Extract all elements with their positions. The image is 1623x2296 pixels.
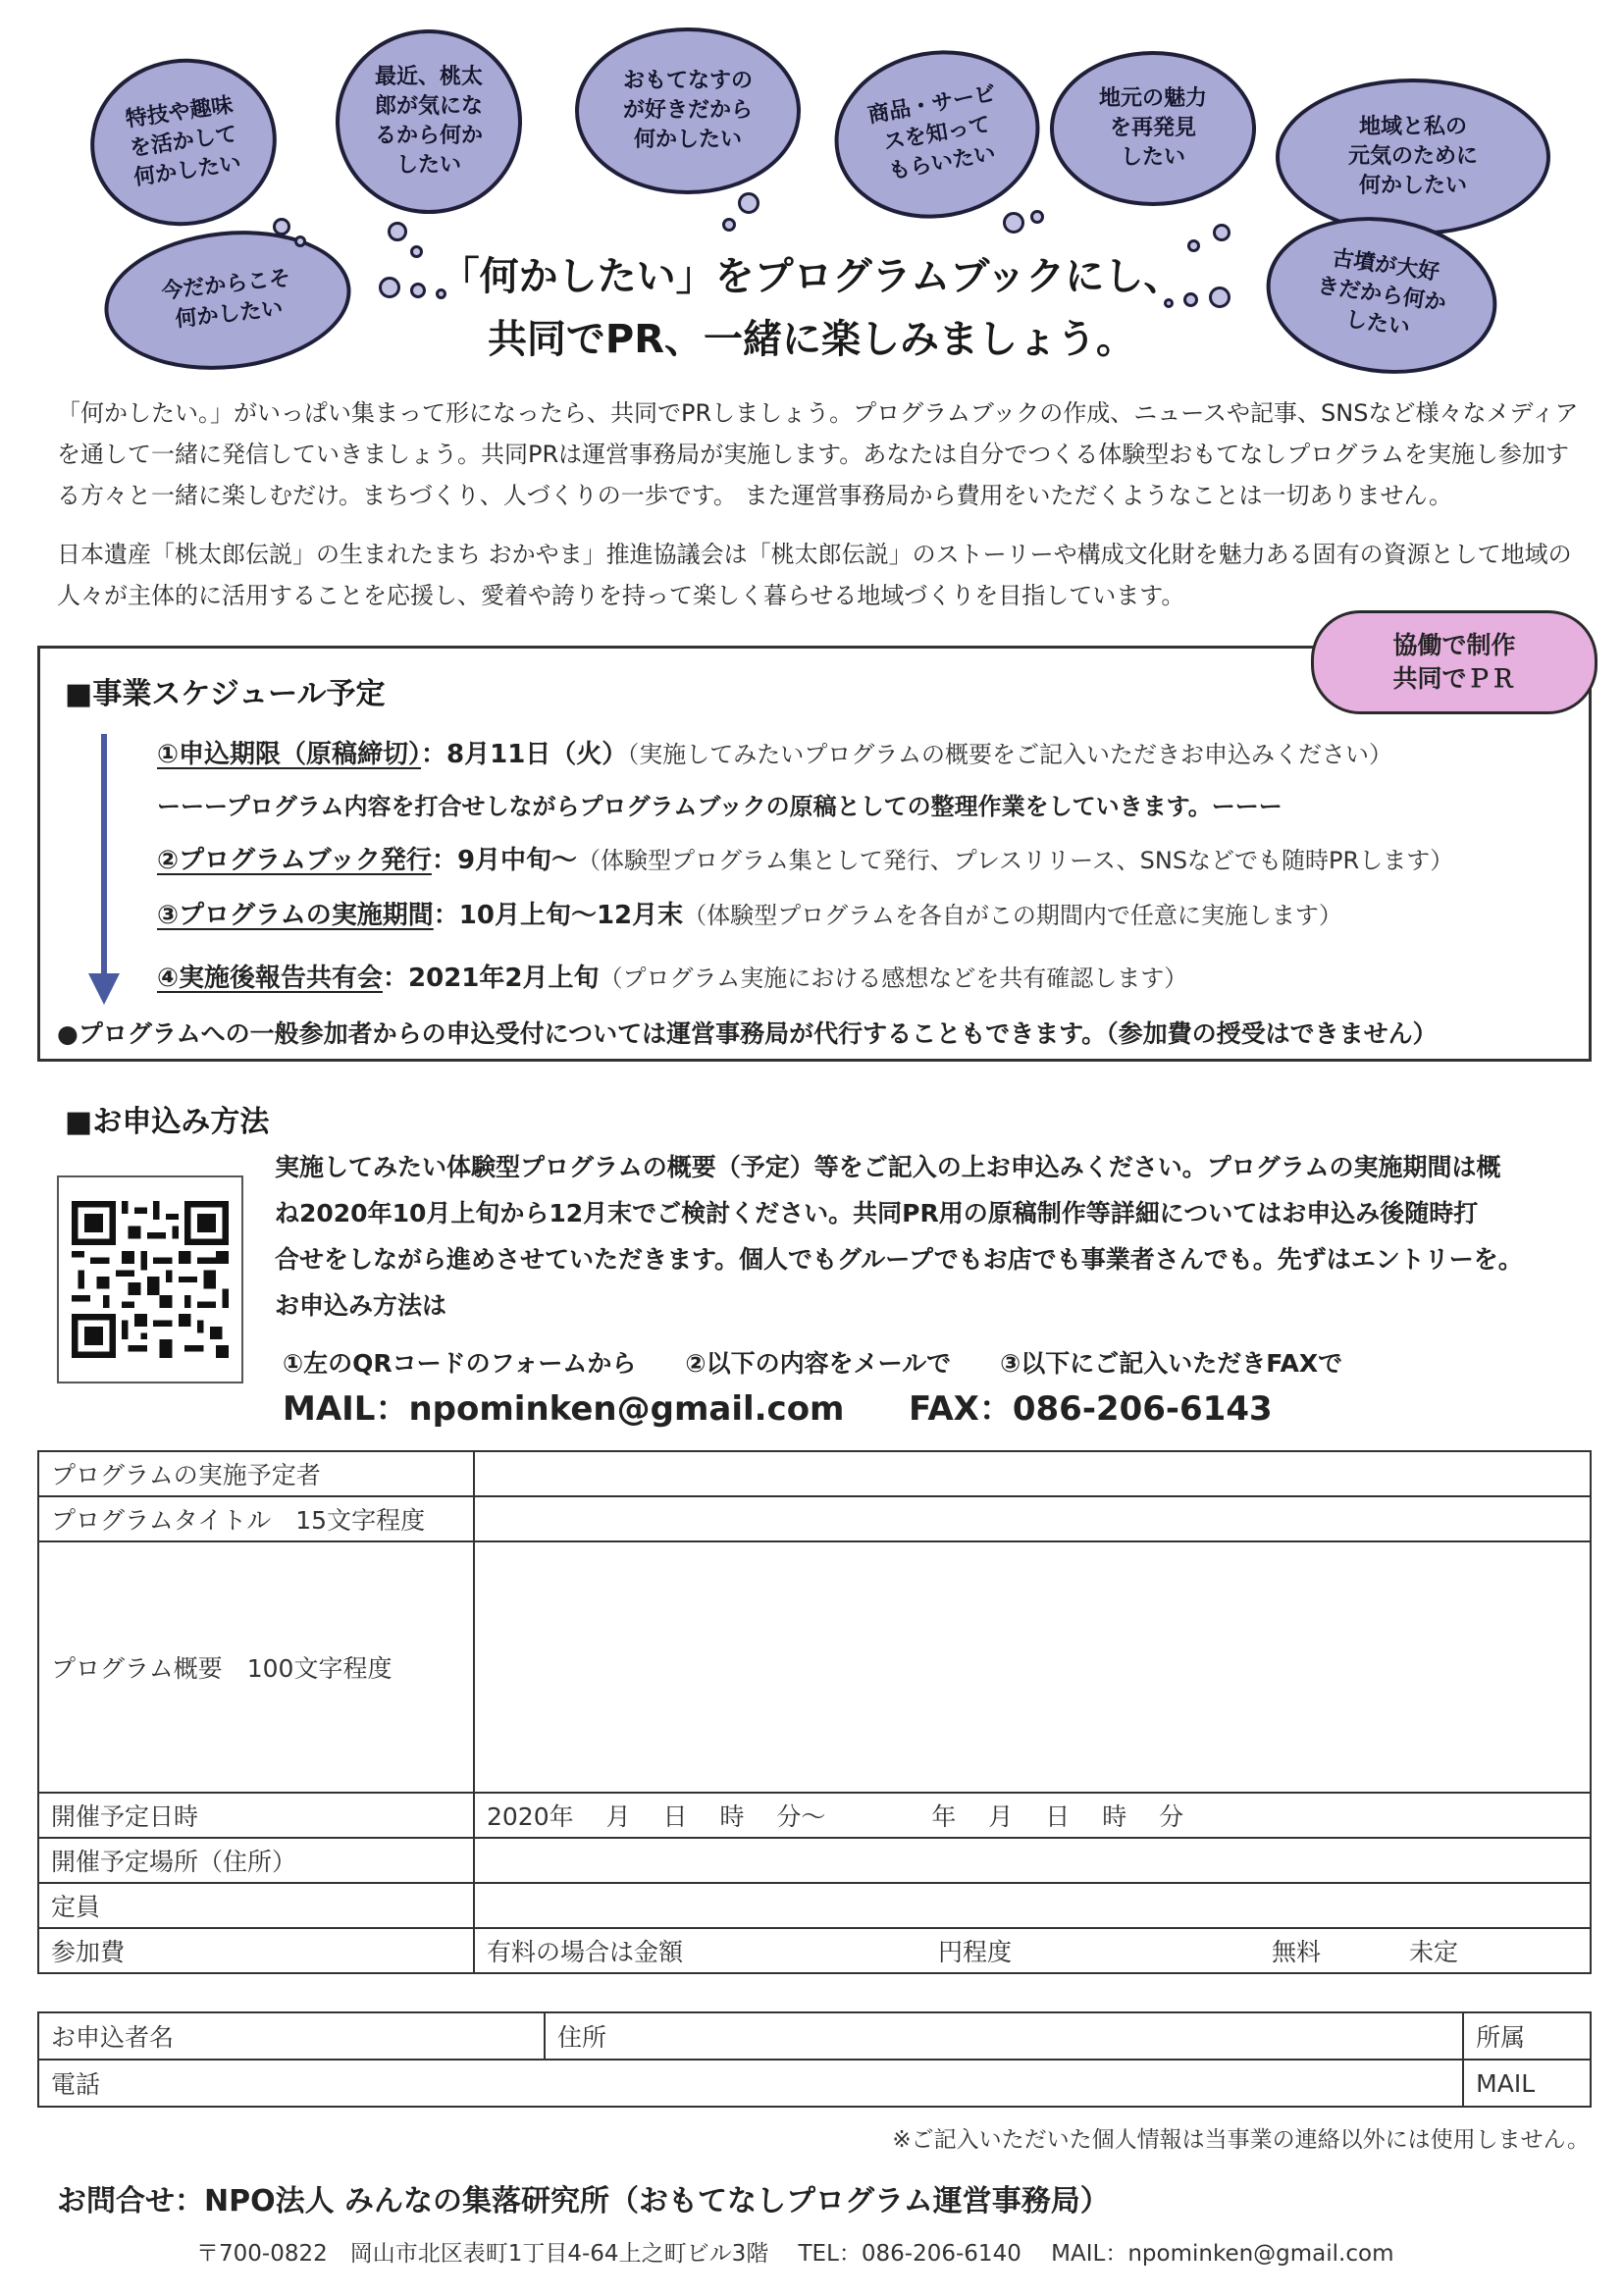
applicant-address-field[interactable]: 住所 (545, 2012, 1463, 2060)
schedule-item-1-note: （実施してみたいプログラムの概要をご記入いただきお申込みください） (627, 741, 1393, 768)
bubble-community: 地域と私の 元気のために 何かしたい (1276, 78, 1550, 235)
headline (393, 245, 1230, 371)
schedule-item-3 (157, 895, 1342, 931)
schedule-item-1 (157, 734, 1392, 770)
bubble-dot (1003, 212, 1024, 234)
form-row-venue (38, 1838, 1591, 1883)
schedule-item-2-label: ②プログラムブック発行 (157, 846, 432, 875)
applicant-name-field[interactable]: お申込者名 (38, 2012, 545, 2060)
fee-free-option[interactable]: 無料 (1272, 1938, 1322, 1966)
pr-badge-line-1: 協働で制作 (1392, 631, 1516, 659)
apply-description (275, 1144, 1523, 1329)
bubble-dot (1213, 224, 1230, 241)
qr-code-frame[interactable] (57, 1175, 243, 1383)
schedule-item-4-label: ④実施後報告共有会 (157, 964, 384, 993)
footer-contact: お問合せ：NPO法人 みんなの集落研究所（おもてなしプログラム運営事務局） (57, 2184, 1110, 2218)
form-label-organizer: プログラムの実施予定者 (38, 1451, 474, 1496)
form-label-capacity: 定員 (38, 1883, 474, 1928)
apply-methods: ①左のQRコードのフォームから ②以下の内容をメールで ③以下にご記入いただきFAXで (283, 1349, 1343, 1378)
form-row-datetime (38, 1793, 1591, 1838)
form-field-organizer[interactable] (474, 1451, 1591, 1496)
schedule-title: ■事業スケジュール予定 (65, 677, 386, 711)
qr-code-icon (72, 1196, 229, 1363)
bubble-dot (294, 235, 306, 247)
applicant-form (37, 2011, 1592, 2108)
form-row-fee (38, 1928, 1591, 1973)
fee-unit-label: 円程度 (938, 1938, 1013, 1966)
schedule-item-3-value: ：10月上旬〜12月末 (433, 901, 684, 930)
form-label-title: プログラムタイトル 15文字程度 (38, 1496, 474, 1541)
bubble-kofun: 古墳が大好 きだから何か したい (1256, 202, 1507, 388)
schedule-item-2-value: ：9月中旬〜 (431, 846, 578, 875)
schedule-item-2-note: （体験型プログラム集として発行、プレスリリース、SNSなどでも随時PRします） (577, 847, 1454, 874)
schedule-bottom-note: ●プログラムへの一般参加者からの申込受付については運営事務局が代行することもできます。（参加費の授受はできません） (57, 1019, 1438, 1048)
form-label-datetime: 開催予定日時 (38, 1793, 474, 1838)
apply-fax: FAX：086-206-6143 (909, 1389, 1273, 1429)
form-row-organizer (38, 1451, 1591, 1496)
applicant-mail-field[interactable]: MAIL (1463, 2060, 1591, 2107)
intro-paragraph-2: 日本遺産「桃太郎伝説」の生まれたまち おかやま」推進協議会は「桃太郎伝説」のストーリーや構成文化財を魅力ある固有の資源として地域の人々が主体的に活用することを応援し、愛着や誇りを持って楽しく暮らせる地域づくりを目指しています。 (57, 541, 1572, 609)
program-form (37, 1450, 1592, 1974)
form-field-fee[interactable] (474, 1928, 1591, 1973)
applicant-row-1 (38, 2012, 1591, 2060)
bubble-local-charm: 地元の魅力 を再発見 したい (1050, 51, 1256, 206)
bubble-dot (722, 218, 736, 232)
bubble-dot (738, 192, 759, 214)
apply-title: ■お申込み方法 (65, 1105, 270, 1139)
bubble-products: 商品・サービ スを知って もらいたい (821, 34, 1053, 235)
apply-line-1: 実施してみたい体験型プログラムの概要（予定）等をご記入の上お申込みください。プログラムの実施期間は概 (275, 1153, 1501, 1181)
form-label-summary: プログラム概要 100文字程度 (38, 1541, 474, 1793)
form-label-venue: 開催予定場所（住所） (38, 1838, 474, 1883)
apply-mail[interactable]: MAIL：npominken@gmail.com (283, 1389, 845, 1429)
schedule-item-3-note: （体験型プログラムを各自がこの期間内で任意に実施します） (683, 902, 1342, 929)
bubble-now: 今だからこそ 何かしたい (97, 219, 357, 382)
bubble-hospitality: おもてなすの が好きだから 何かしたい (575, 27, 801, 194)
form-label-fee: 参加費 (38, 1928, 474, 1973)
schedule-item-1-value: ：8月11日（火） (421, 740, 628, 769)
bubble-dot (273, 218, 290, 235)
apply-line-2: ね2020年10月上旬から12月末でご検討ください。共同PR用の原稿制作等詳細についてはお申込み後随時打 (275, 1199, 1479, 1227)
schedule-item-4-note: （プログラム実施における感想などを共有確認します） (599, 965, 1188, 992)
form-row-capacity (38, 1883, 1591, 1928)
form-row-summary (38, 1541, 1591, 1793)
fee-amount-label: 有料の場合は金額 (487, 1938, 684, 1966)
applicant-row-2 (38, 2060, 1591, 2107)
fee-undecided-option[interactable]: 未定 (1409, 1938, 1459, 1966)
privacy-note: ※ご記入いただいた個人情報は当事業の連絡以外には使用しません。 (892, 2127, 1590, 2153)
form-row-title (38, 1496, 1591, 1541)
apply-line-3: 合せをしながら進めさせていただきます。個人でもグループでもお店でも事業者さんでも。先ずはエントリーを。 (275, 1245, 1523, 1274)
bubble-hobby: 特技や趣味 を活かして 何かしたい (79, 47, 288, 238)
bubble-momotaro: 最近、桃太 郎が気にな るから何か したい (336, 29, 522, 214)
schedule-item-4-value: ：2021年2月上旬 (383, 964, 600, 993)
form-field-venue[interactable] (474, 1838, 1591, 1883)
form-field-title[interactable] (474, 1496, 1591, 1541)
pr-badge (1311, 610, 1597, 714)
pr-badge-line-2: 共同でＰＲ (1392, 664, 1516, 693)
bubble-dot (388, 222, 407, 241)
headline-line-1: 「何かしたい」をプログラムブックにし、 (440, 254, 1183, 299)
applicant-affiliation-field[interactable]: 所属 (1463, 2012, 1591, 2060)
footer-address: 〒700-0822 岡山市北区表町1丁目4-64上之町ビル3階 TEL：086-206-6140 MAIL：npominken@gmail.com (196, 2241, 1394, 2267)
form-field-capacity[interactable] (474, 1883, 1591, 1928)
form-field-summary[interactable] (474, 1541, 1591, 1793)
intro-paragraph-1: 「何かしたい。」がいっぱい集まって形になったら、共同でPRしましょう。プログラムブックの作成、ニュースや記事、SNSなど様々なメディアを通して一緒に発信していきましょう。共同PRは運営事務局が実施します。あなたは自分でつくる体験型おもてなしプログラムを実施し参加する方々と一緒に楽しむだけ。まちづくり、人づくりの一歩です。 また運営事務局から費用をいただくようなことは一切ありません。 (57, 399, 1579, 509)
form-field-datetime[interactable]: 2020年 月 日 時 分〜 年 月 日 時 分 (474, 1793, 1591, 1838)
schedule-item-1-label: ①申込期限（原稿締切） (157, 740, 422, 769)
schedule-item-3-label: ③プログラムの実施期間 (157, 901, 434, 930)
timeline-arrow-icon (84, 734, 124, 1009)
schedule-item-2 (157, 840, 1453, 876)
headline-line-2: 共同でPR、一緒に楽しみましょう。 (487, 317, 1136, 362)
schedule-middle-note: ーーープログラム内容を打合せしながらプログラムブックの原稿としての整理作業をしていきます。ーーー (157, 793, 1283, 820)
apply-line-4: お申込み方法は (275, 1291, 447, 1320)
bubble-dot (1030, 210, 1044, 224)
schedule-item-4 (157, 958, 1187, 994)
applicant-phone-field[interactable]: 電話 (38, 2060, 1463, 2107)
